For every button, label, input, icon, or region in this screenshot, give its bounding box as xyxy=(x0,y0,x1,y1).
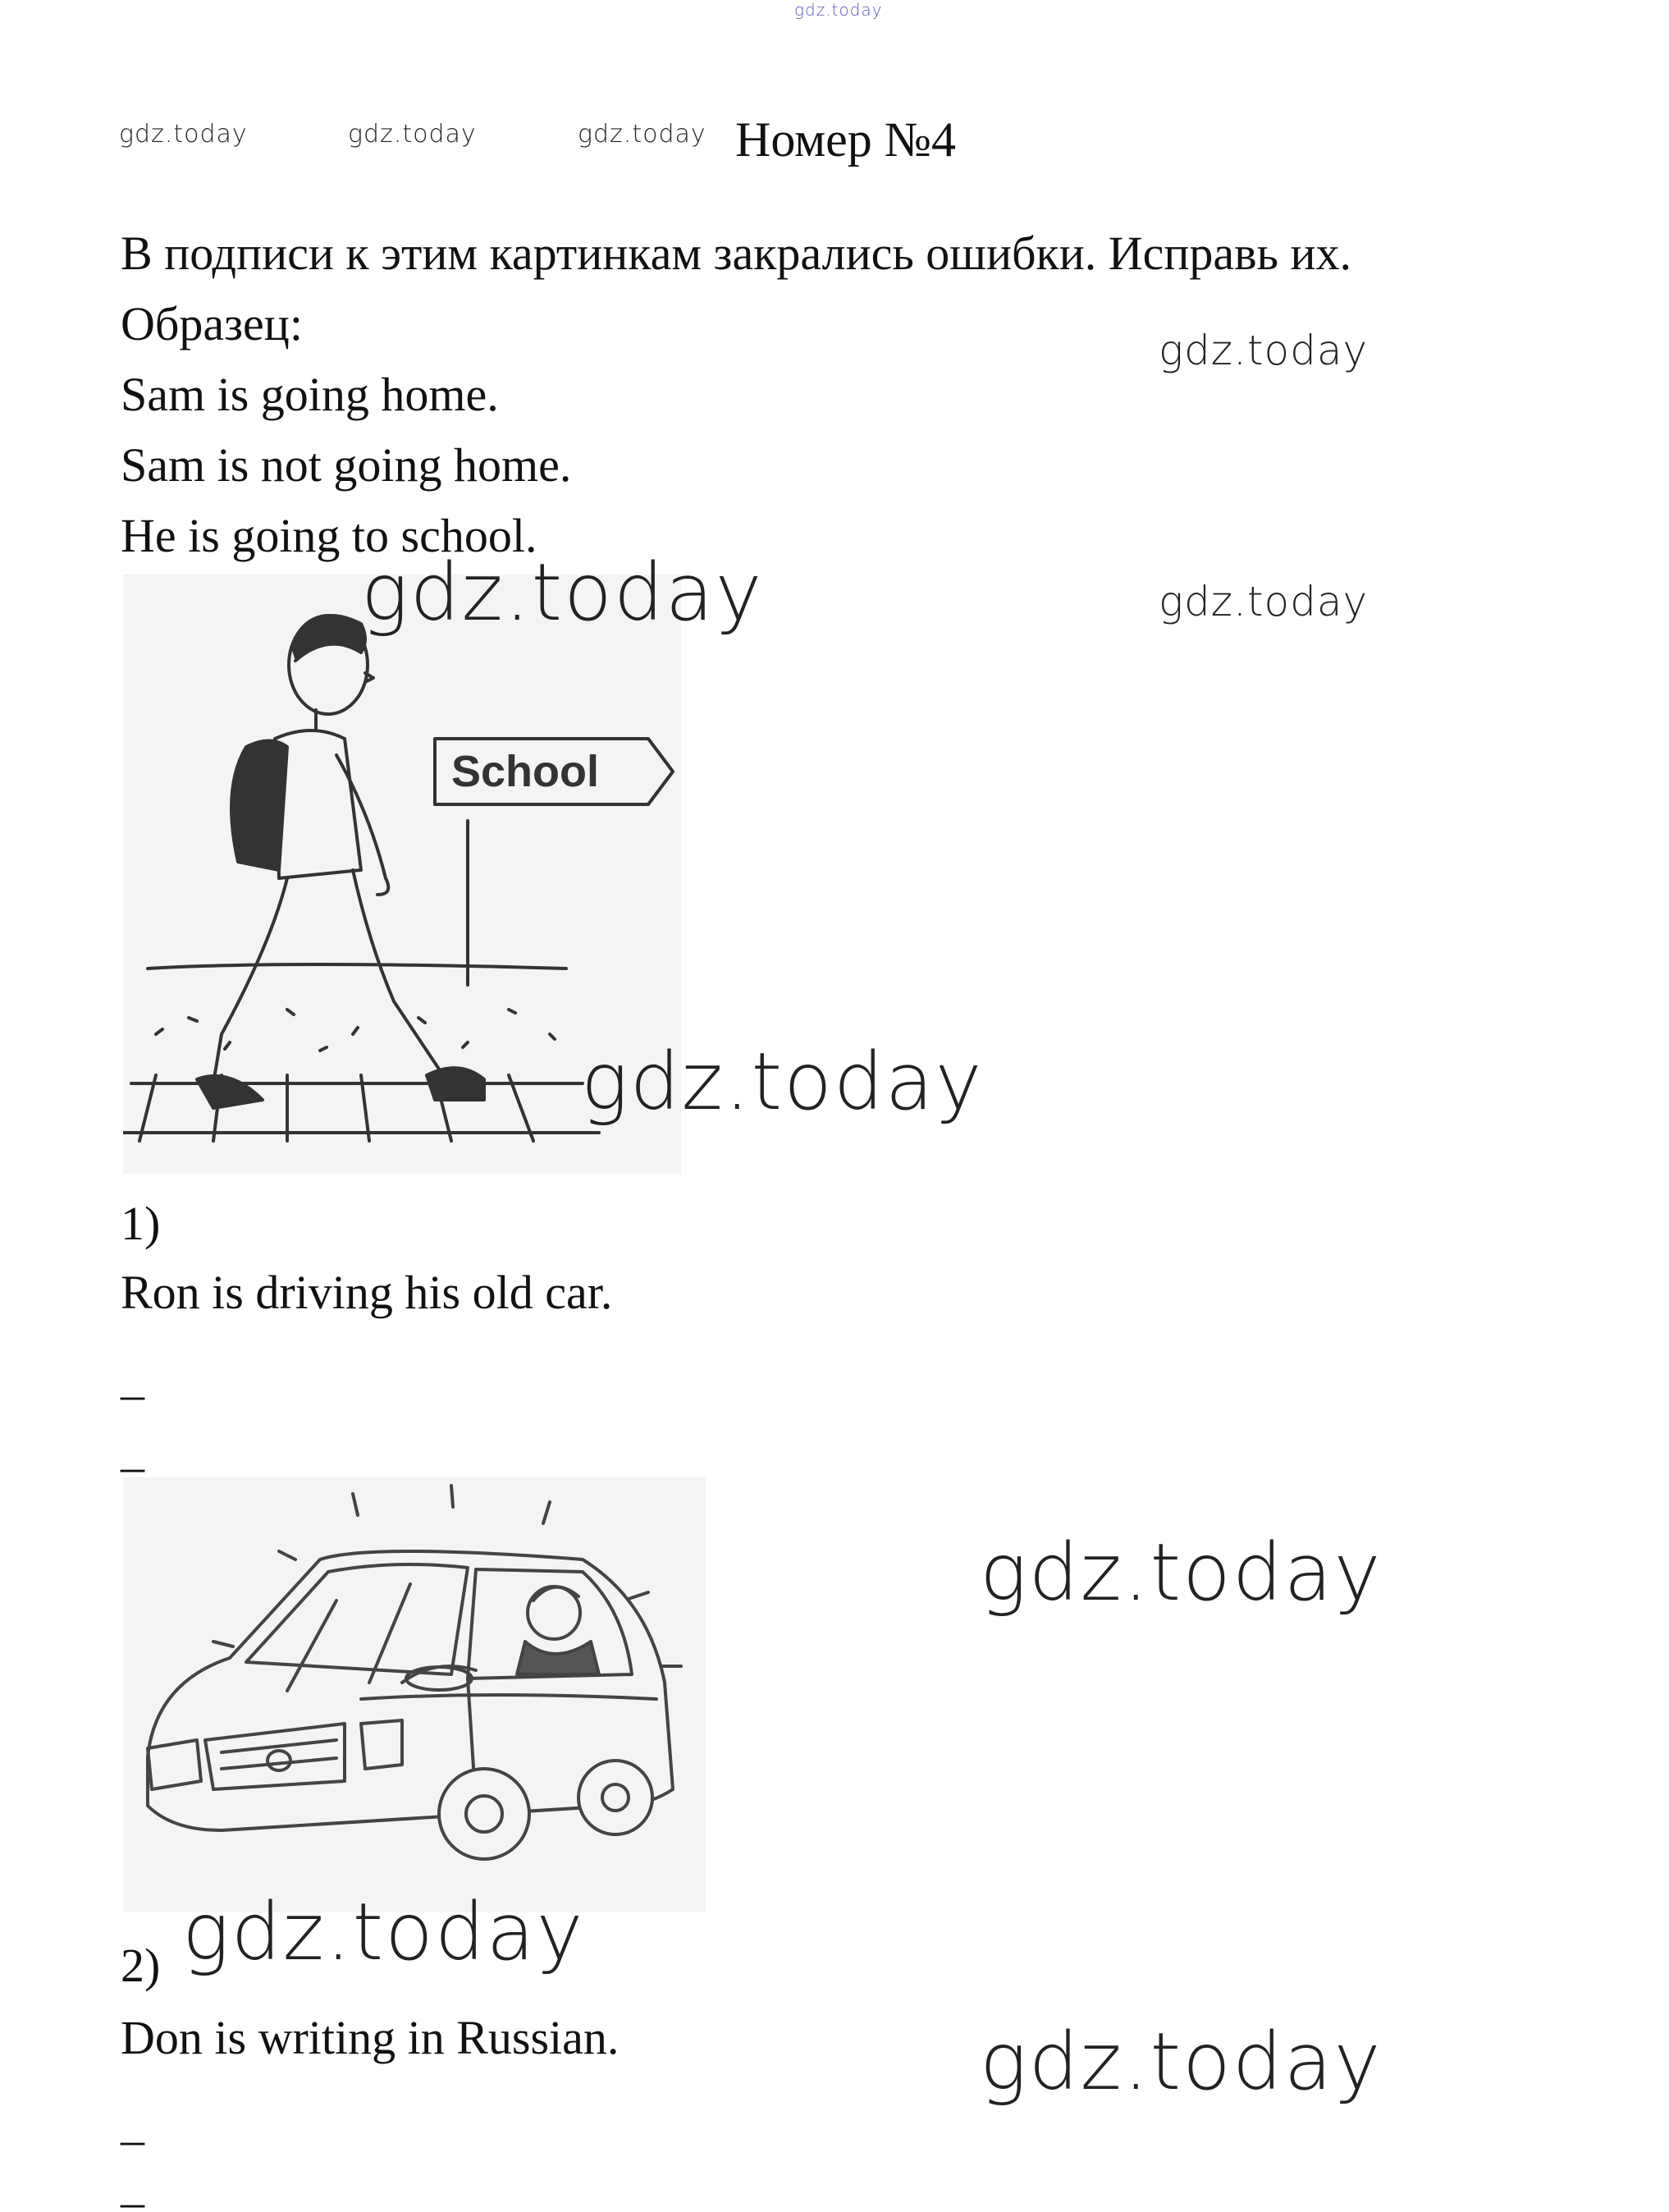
item-2-answer-line-2[interactable]: _ xyxy=(121,2159,144,2212)
watermark-big-5: gdz.today xyxy=(980,2016,1383,2108)
watermark-right-2: gdz.today xyxy=(1159,578,1369,625)
watermark-big-4: gdz.today xyxy=(182,1886,585,1978)
item-1-answer-line-2[interactable]: _ xyxy=(121,1423,144,1477)
watermark-top: gdz.today xyxy=(794,0,883,20)
item-2-number: 2) xyxy=(121,1939,161,1992)
watermark-big-3: gdz.today xyxy=(980,1527,1383,1619)
sample-line-1: Sam is going home. xyxy=(121,368,499,421)
sample-line-3: He is going to school. xyxy=(121,509,537,562)
watermark-big-1: gdz.today xyxy=(361,547,764,639)
watermark-header-1: gdz.today xyxy=(119,120,248,149)
man-driving-car-icon xyxy=(123,1477,706,1912)
watermark-big-2: gdz.today xyxy=(581,1036,984,1128)
watermark-right-1: gdz.today xyxy=(1159,327,1369,374)
item-2-answer-line-1[interactable]: _ xyxy=(121,2096,144,2150)
item-1-number: 1) xyxy=(121,1197,161,1250)
sample-label: Образец: xyxy=(121,297,303,350)
watermark-header-2: gdz.today xyxy=(348,120,477,149)
school-sign-text: School xyxy=(451,747,600,796)
item-1-sentence: Ron is driving his old car. xyxy=(121,1266,613,1319)
sample-line-2: Sam is not going home. xyxy=(121,438,572,492)
item-2-sentence: Don is writing in Russian. xyxy=(121,2011,620,2064)
task-instruction: В подписи к этим картинкам закрались ошибки. Исправь их. xyxy=(121,227,1352,280)
page-title: Номер №4 xyxy=(735,112,957,167)
item-1-answer-line-1[interactable]: _ xyxy=(121,1351,144,1404)
watermark-header-3: gdz.today xyxy=(578,120,706,149)
